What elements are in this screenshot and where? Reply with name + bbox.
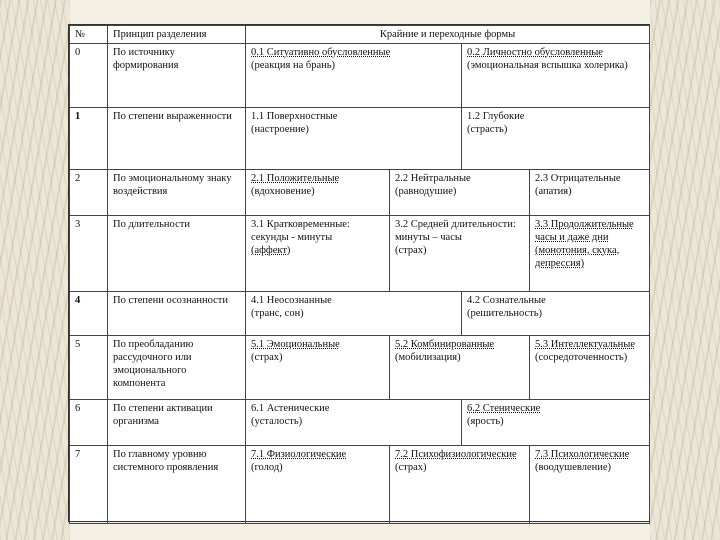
background-decoration-right xyxy=(650,0,720,540)
form-cell xyxy=(462,292,650,336)
form-note: (мобилизация) xyxy=(395,352,461,363)
form-note: (аффект) xyxy=(251,245,291,256)
row-principle: По степени выраженности xyxy=(108,108,246,170)
form-title: 2.1 Положительные xyxy=(251,173,340,184)
form-note: (реакция на брань) xyxy=(251,60,336,71)
row-number: 3 xyxy=(70,216,108,292)
row-number: 6 xyxy=(70,400,108,446)
form-title: 0.2 Личностно обусловленные xyxy=(467,47,603,58)
row-number: 4 xyxy=(70,292,108,336)
form-title: 3.1 Кратковременные: секунды - минуты xyxy=(251,219,350,243)
header-forms: Крайние и переходные формы xyxy=(246,26,650,44)
form-note: (монотония, скука, депрессия) xyxy=(535,245,620,269)
table-header-row xyxy=(70,26,650,44)
form-note: (ярость) xyxy=(467,416,504,427)
form-title: 3.2 Средней длительности: минуты – часы xyxy=(395,219,516,243)
form-note: (воодушевление) xyxy=(535,462,612,473)
row-number: 5 xyxy=(70,336,108,400)
table-row xyxy=(70,292,650,336)
form-note: (вдохновение) xyxy=(251,186,315,197)
document-sheet xyxy=(68,24,650,522)
row-principle: По источнику формирования xyxy=(108,44,246,108)
form-cell xyxy=(530,446,650,524)
form-title: 2.3 Отрицательные xyxy=(535,173,621,184)
form-note: (усталость) xyxy=(251,416,303,427)
table-row xyxy=(70,170,650,216)
form-note: (эмоциональная вспышка холерика) xyxy=(467,60,628,71)
row-number: 1 xyxy=(70,108,108,170)
table-row xyxy=(70,400,650,446)
table-row xyxy=(70,216,650,292)
row-principle: По главному уровню системного проявления xyxy=(108,446,246,524)
row-number: 0 xyxy=(70,44,108,108)
form-cell xyxy=(390,170,530,216)
form-title: 3.3 Продолжительные часы и даже дни xyxy=(535,219,634,243)
form-note: (настроение) xyxy=(251,124,309,135)
form-title: 5.2 Комбинированные xyxy=(395,339,495,350)
form-note: (страх) xyxy=(395,245,427,256)
form-cell xyxy=(390,216,530,292)
form-cell xyxy=(246,216,390,292)
form-cell xyxy=(530,170,650,216)
form-title: 0.1 Ситуативно обусловленные xyxy=(251,47,391,58)
form-title: 6.1 Астенические xyxy=(251,403,330,414)
form-note: (апатия) xyxy=(535,186,572,197)
form-cell xyxy=(246,292,462,336)
form-cell xyxy=(462,400,650,446)
form-cell xyxy=(246,170,390,216)
form-cell xyxy=(246,400,462,446)
form-note: (голод) xyxy=(251,462,283,473)
row-number: 2 xyxy=(70,170,108,216)
form-note: (страх) xyxy=(251,352,283,363)
form-title: 7.3 Психологические xyxy=(535,449,630,460)
row-principle: По степени осознанности xyxy=(108,292,246,336)
form-note: (страх) xyxy=(395,462,427,473)
row-principle: По преобладанию рассудочного или эмоционального компонента xyxy=(108,336,246,400)
form-note: (страсть) xyxy=(467,124,508,135)
form-title: 1.2 Глубокие xyxy=(467,111,525,122)
row-principle: По длительности xyxy=(108,216,246,292)
form-title: 5.3 Интеллектуальные xyxy=(535,339,635,350)
form-cell xyxy=(530,336,650,400)
form-cell xyxy=(246,108,462,170)
form-note: (равнодушие) xyxy=(395,186,457,197)
table-row xyxy=(70,446,650,524)
header-principle: Принцип разделения xyxy=(108,26,246,44)
form-title: 1.1 Поверхностные xyxy=(251,111,338,122)
form-cell xyxy=(390,336,530,400)
form-title: 4.1 Неосознанные xyxy=(251,295,332,306)
form-note: (решительность) xyxy=(467,308,543,319)
form-title: 7.1 Физиологические xyxy=(251,449,347,460)
form-note: (транс, сон) xyxy=(251,308,304,319)
form-cell xyxy=(390,446,530,524)
table-row xyxy=(70,336,650,400)
form-note: (сосредоточенность) xyxy=(535,352,628,363)
form-cell xyxy=(462,108,650,170)
row-principle: По эмоциональному знаку воздействия xyxy=(108,170,246,216)
form-cell xyxy=(246,446,390,524)
form-title: 4.2 Сознательные xyxy=(467,295,546,306)
form-title: 7.2 Психофизиологические xyxy=(395,449,517,460)
row-principle: По степени активации организма xyxy=(108,400,246,446)
row-number: 7 xyxy=(70,446,108,524)
header-number: № xyxy=(70,26,108,44)
background-decoration-left xyxy=(0,0,70,540)
form-cell xyxy=(246,44,462,108)
table-row xyxy=(70,44,650,108)
form-cell xyxy=(462,44,650,108)
form-title: 5.1 Эмоциональные xyxy=(251,339,340,350)
table-row xyxy=(70,108,650,170)
form-title: 2.2 Нейтральные xyxy=(395,173,471,184)
form-cell xyxy=(530,216,650,292)
form-cell xyxy=(246,336,390,400)
emotion-classification-table xyxy=(69,25,650,524)
form-title: 6.2 Стенические xyxy=(467,403,541,414)
